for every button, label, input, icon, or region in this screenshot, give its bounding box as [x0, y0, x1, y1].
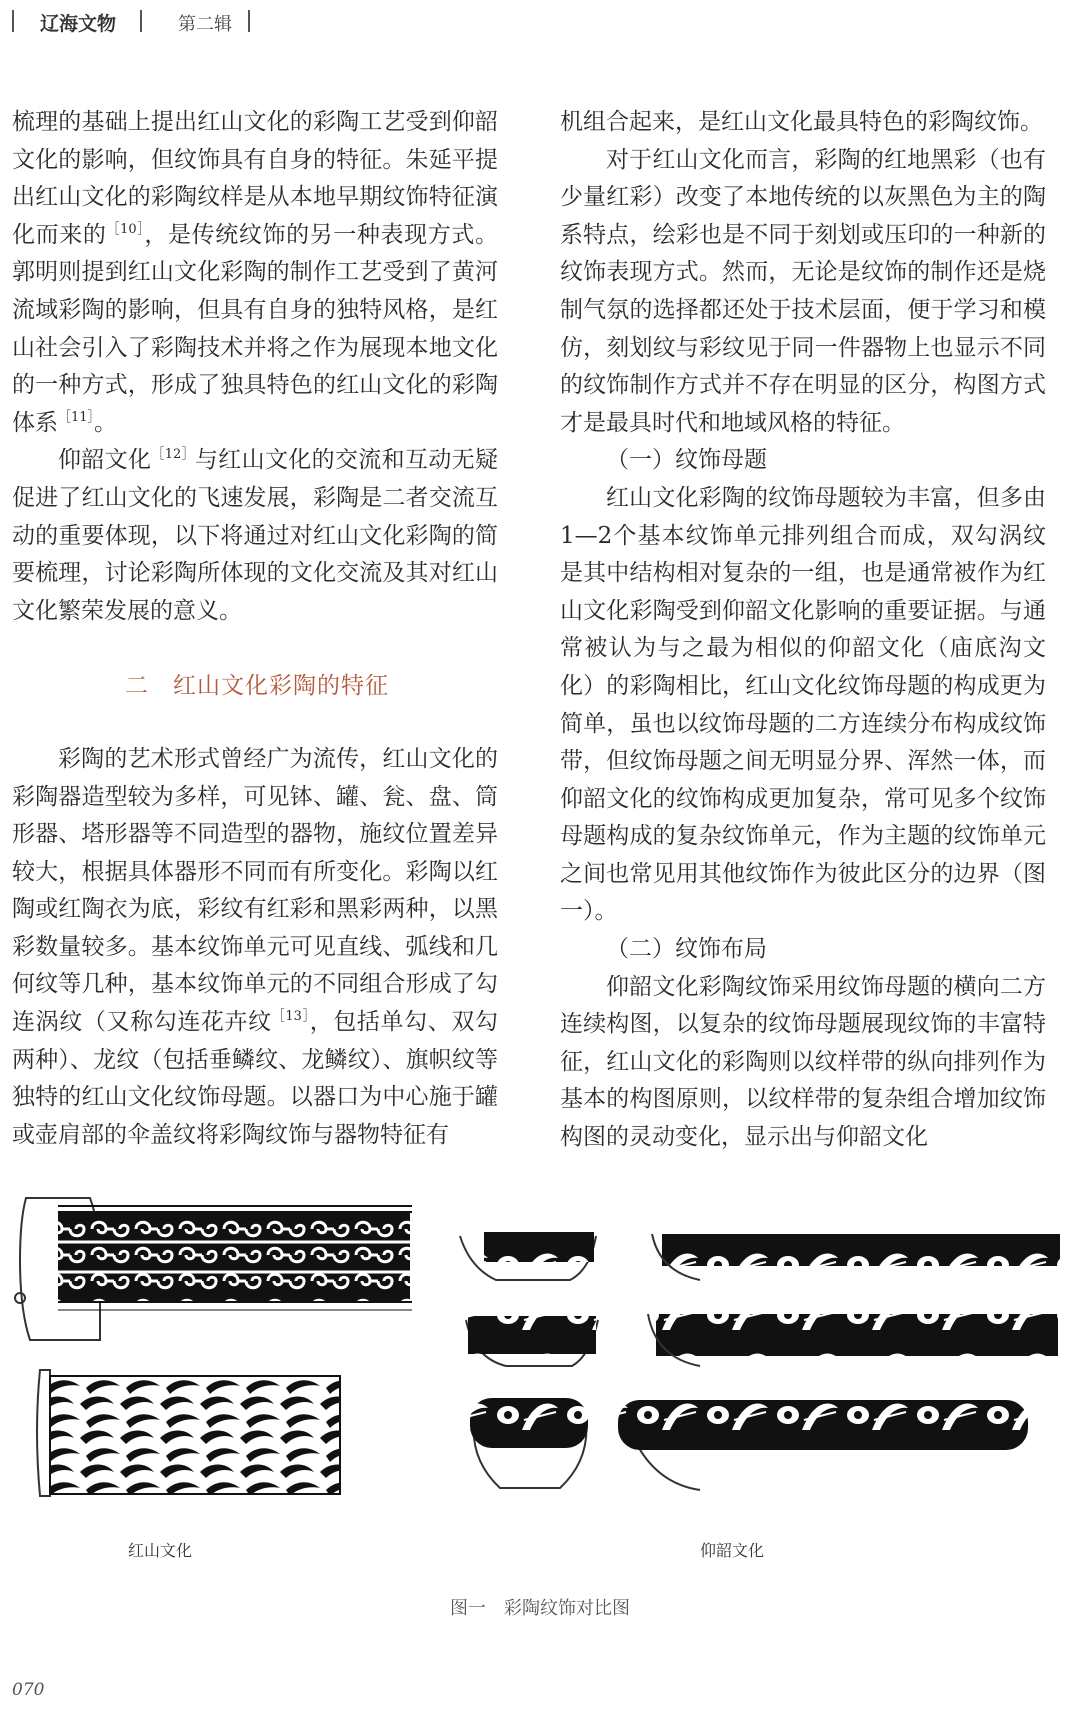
- header-divider: [12, 10, 14, 32]
- running-header: [0, 0, 1080, 44]
- subsection-heading: （二）纹饰布局: [606, 936, 767, 963]
- hongshan-jar-drawing: [15, 1198, 412, 1340]
- yangshao-bowl-drawings: [460, 1232, 1060, 1490]
- header-divider: [248, 10, 250, 32]
- journal-title: 辽海文物: [40, 13, 117, 35]
- volume-label: 第二辑: [178, 14, 232, 35]
- figure-caption: 图一 彩陶纹饰对比图: [450, 1598, 630, 1619]
- paragraph: 梳理的基础上提出红山文化的彩陶工艺受到仰韶文化的影响，但纹饰具有自身的特征。朱延平提出红山文化的彩陶纹样是从本地早期纹饰特征演化而来的$^{[10]}$，是传统纹饰的另一种表现方式。郭明则提到红山文化彩陶的制作工艺受到了黄河流域彩陶的影响，但具有自身的独特风格，是红山社会引入了彩陶技术并将之作为展现本地文化的一种方式，形成了独具特色的红山文化的彩陶体系$^{[11]}$。: [12, 109, 499, 436]
- paragraph: 机组合起来，是红山文化最具特色的彩陶纹饰。: [560, 109, 1043, 135]
- pattern-illustrations: [0, 1190, 1080, 1590]
- paragraph: 仰韶文化$^{[12]}$与红山文化的交流和互动无疑促进了红山文化的飞速发展，彩陶是二者交流互动的重要体现，以下将通过对红山文化彩陶的简要梳理，讨论彩陶所体现的文化交流及其对红山文化繁荣发展的意义。: [12, 447, 498, 624]
- citation-ref: ［11］: [58, 409, 95, 425]
- section-heading: 二 红山文化彩陶的特征: [125, 673, 389, 700]
- pottery-pattern-figure: [0, 1190, 1080, 1590]
- left-column: [12, 104, 498, 1154]
- header-divider: [140, 10, 142, 32]
- paragraph: 红山文化彩陶的纹饰母题较为丰富，但多由1—2个基本纹饰单元排列组合而成，双勾涡纹是其中结构相对复杂的一组，也是通常被作为红山文化彩陶受到仰韶文化影响的重要证据。与通常被认为与之最为相似的仰韶文化（庙底沟文化）的彩陶相比，红山文化纹饰母题的构成更为简单，虽也以纹饰母题的二方连续分布构成纹饰带，但纹饰母题之间无明显分界、浑然一体，而仰韶文化的纹饰构成更加复杂，常可见多个纹饰母题构成的复杂纹饰单元，作为主题的纹饰单元之间也常见用其他纹饰作为彼此区分的边界（图一）。: [560, 484, 1046, 925]
- figure-label-yangshao: 仰韶文化: [700, 1541, 765, 1560]
- citation-ref: ［10］: [106, 221, 145, 237]
- paragraph: 彩陶的艺术形式曾经广为流传，红山文化的彩陶器造型较为多样，可见钵、罐、瓮、盘、筒形器、塔形器等不同造型的器物，施纹位置差异较大，根据具体器形不同而有所变化。彩陶以红陶或红陶衣为底，彩纹有红彩和黑彩两种，以黑彩数量较多。基本纹饰单元可见直线、弧线和几何纹等几种，基本纹饰单元的不同组合形成了勾连涡纹（又称勾连花卉纹$^{[13]}$，包括单勾、双勾两种）、龙纹（包括垂鳞纹、龙鳞纹）、旗帜纹等独特的红山文化纹饰母题。以器口为中心施于罐或壶肩部的伞盖纹将彩陶纹饰与器物特征有: [12, 745, 499, 1148]
- subsection-heading: （一）纹饰母题: [606, 447, 767, 474]
- page-number: 070: [12, 1680, 45, 1700]
- paragraph: 仰韶文化彩陶纹饰采用纹饰母题的横向二方连续构图，以复杂的纹饰母题展现纹饰的丰富特征，红山文化的彩陶则以纹样带的纵向排列作为基本的构图原则，以纹样带的复杂组合增加纹饰构图的灵动变化，显示出与仰韶文化: [560, 973, 1046, 1151]
- hongshan-vessel-drawing: [37, 1370, 340, 1496]
- paragraph: 对于红山文化而言，彩陶的红地黑彩（也有少量红彩）改变了本地传统的以灰黑色为主的陶系特点，绘彩也是不同于刻划或压印的一种新的纹饰表现方式。然而，无论是纹饰的制作还是烧制气氛的选择都还处于技术层面，便于学习和模仿，刻划纹与彩纹见于同一件器物上也显示不同的纹饰制作方式并不存在明显的区分，构图方式才是最具时代和地域风格的特征。: [560, 146, 1046, 436]
- citation-ref: ［12］: [151, 447, 195, 463]
- figure-label-hongshan: 红山文化: [128, 1541, 193, 1560]
- right-column: [560, 104, 1046, 1157]
- citation-ref: ［13］: [271, 1009, 310, 1025]
